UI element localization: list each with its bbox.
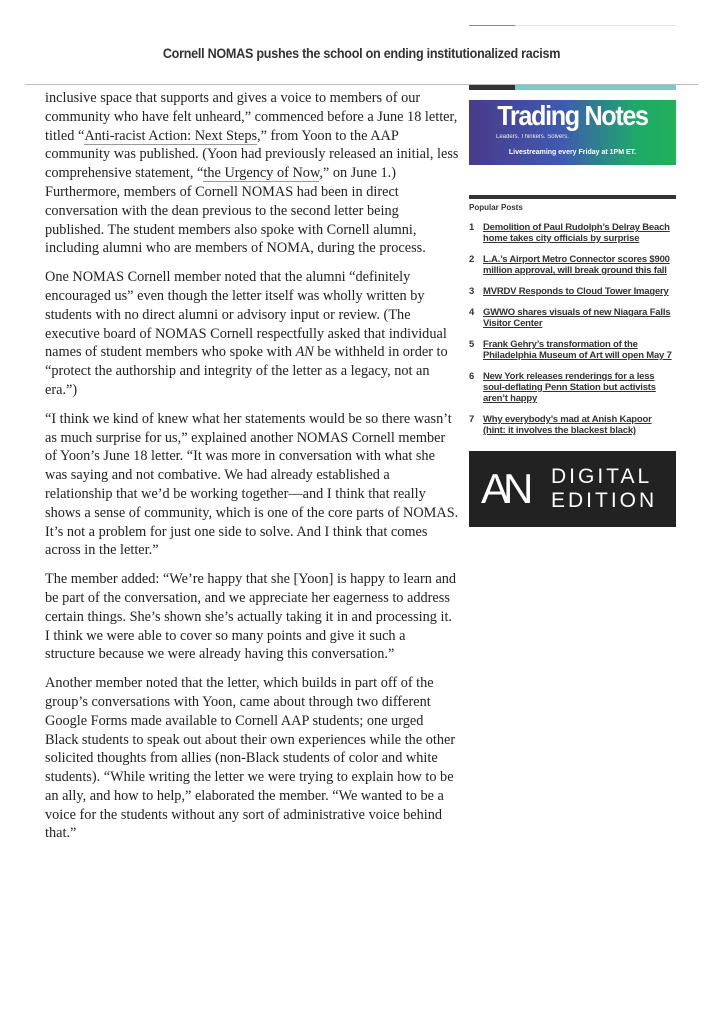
page-title: Cornell NOMAS pushes the school on ending institutionalized racism (162, 45, 561, 61)
publication-name: AN (295, 344, 314, 361)
trading-notes-ad[interactable] (469, 100, 676, 165)
rank: 6 (469, 371, 475, 382)
popular-post-link[interactable]: L.A.’s Airport Metro Connector scores $900 million approval, will break ground this fall (483, 254, 670, 276)
popular-post-link[interactable]: Frank Gehry’s transformation of the Philadelphia Museum of Art will open May 7 (483, 339, 672, 361)
text: inclusive space that supports and gives a voice to members of our community who have felt unheard,” commenced before a June 18 letter, titled “ (45, 90, 458, 144)
list-item (469, 222, 676, 244)
sidebar (469, 85, 676, 527)
article-paragraph: The member added: “We’re happy that she [Yoon] is happy to learn and be part of the conversation, and we appreciate her eagerness to address certain things. She’s shown she’s actually taking it in and processing it. I think we were able to cover so many points and give it such a structure because we were already having this conversation.” (45, 571, 457, 663)
popular-post-link[interactable]: MVRDV Responds to Cloud Tower Imagery (483, 286, 669, 297)
digital-line-2: EDITION (551, 489, 658, 512)
list-item (469, 371, 676, 404)
rank: 5 (469, 339, 475, 350)
sidebar-accent-bar (469, 85, 676, 90)
popular-post-link[interactable]: Demolition of Paul Rudolph’s Delray Beach home takes city officials by surprise (483, 222, 670, 244)
rank: 3 (469, 286, 475, 297)
popular-posts-heading: Popular Posts (469, 203, 523, 212)
text: ,” from Yoon to the AAP community was published. (Yoon had previously released an initial, less comprehensive statement, “ (45, 127, 459, 182)
popular-post-link[interactable]: Why everybody’s mad at Anish Kapoor (hint: it involves the blackest black) (483, 414, 652, 436)
rank: 4 (469, 307, 475, 318)
list-item (469, 307, 676, 329)
article-paragraph (45, 89, 459, 258)
an-logo: AN (481, 465, 528, 512)
ad-tagline: Leaders. Thinkers. Solvers. (496, 134, 569, 140)
digital-edition-banner[interactable] (469, 451, 676, 527)
list-item (469, 339, 676, 361)
rank: 7 (469, 414, 475, 425)
article-paragraph: “I think we kind of knew what her statements would be so there wasn’t as much surprise for us,” explained another NOMAS Cornell member of Yoon’s June 18 letter. “It was more in conversation with what she was saying and not combative. We had already established a relationship that we’d be working together—and I think that really shows a sense of community, which is one of the core parts of NOMAS. It’s not a problem for just one side to solve. And I think that comes across in the letter.” (45, 410, 459, 559)
popular-post-link[interactable]: GWWO shares visuals of new Niagara Falls Visitor Center (483, 307, 671, 329)
text: One NOMAS Cornell member noted that the alumni “definitely encouraged us” even though the letter itself was wholly written by students with no direct alumni or advisory input or review. (The executive board of NOMAS Cornell respectfully asked that individual names of student members who spoke with (45, 269, 447, 361)
article-paragraph: Another member noted that the letter, which builds in part off of the group’s conversations with Yoon, came about through two different Google Forms made available to Cornell AAP students; one urged Black students to speak out about their own experiences while the other solicited thoughts from allies (non-Black students of color and white students). “While writing the letter we were trying to explain how to be an ally, and how to help,” elaborated the member. “We wanted to be a voice for the students without any sort of administrative voice behind that.” (45, 675, 456, 842)
link-anti-racist-action[interactable]: Anti-racist Action: Next Steps (84, 127, 258, 144)
sticky-header (0, 0, 723, 85)
article-paragraph (45, 268, 459, 400)
ad-subtitle: Livestreaming every Friday at 1PM ET. (508, 149, 637, 156)
rank: 1 (469, 222, 475, 233)
header-bottom-divider (25, 84, 698, 85)
popular-post-link[interactable]: New York releases renderings for a less soul-deflating Penn Station but activists aren’t happy (483, 371, 656, 404)
header-divider (469, 25, 676, 26)
digital-line-1: DIGITAL (551, 465, 653, 488)
text: ,” on June 1.) Furthermore, members of Cornell NOMAS had been in direct conversation with the dean previous to the second letter being published. The student members also spoke with Cornell alumni, including alumni who are members of NOMA, during the process. (45, 165, 426, 257)
article-body (45, 89, 459, 853)
popular-posts-list (469, 222, 676, 436)
list-item (469, 414, 676, 436)
ad-title: Trading Notes (497, 100, 648, 131)
digital-edition-text (551, 465, 657, 513)
list-item (469, 286, 676, 297)
rank: 2 (469, 254, 475, 265)
popular-divider (469, 195, 676, 199)
list-item (469, 254, 676, 276)
link-urgency-of-now[interactable]: the Urgency of Now (203, 165, 320, 182)
text: be withheld in order to “protect the authorship and integrity of the letter as a legacy, not an era.”) (45, 344, 448, 398)
